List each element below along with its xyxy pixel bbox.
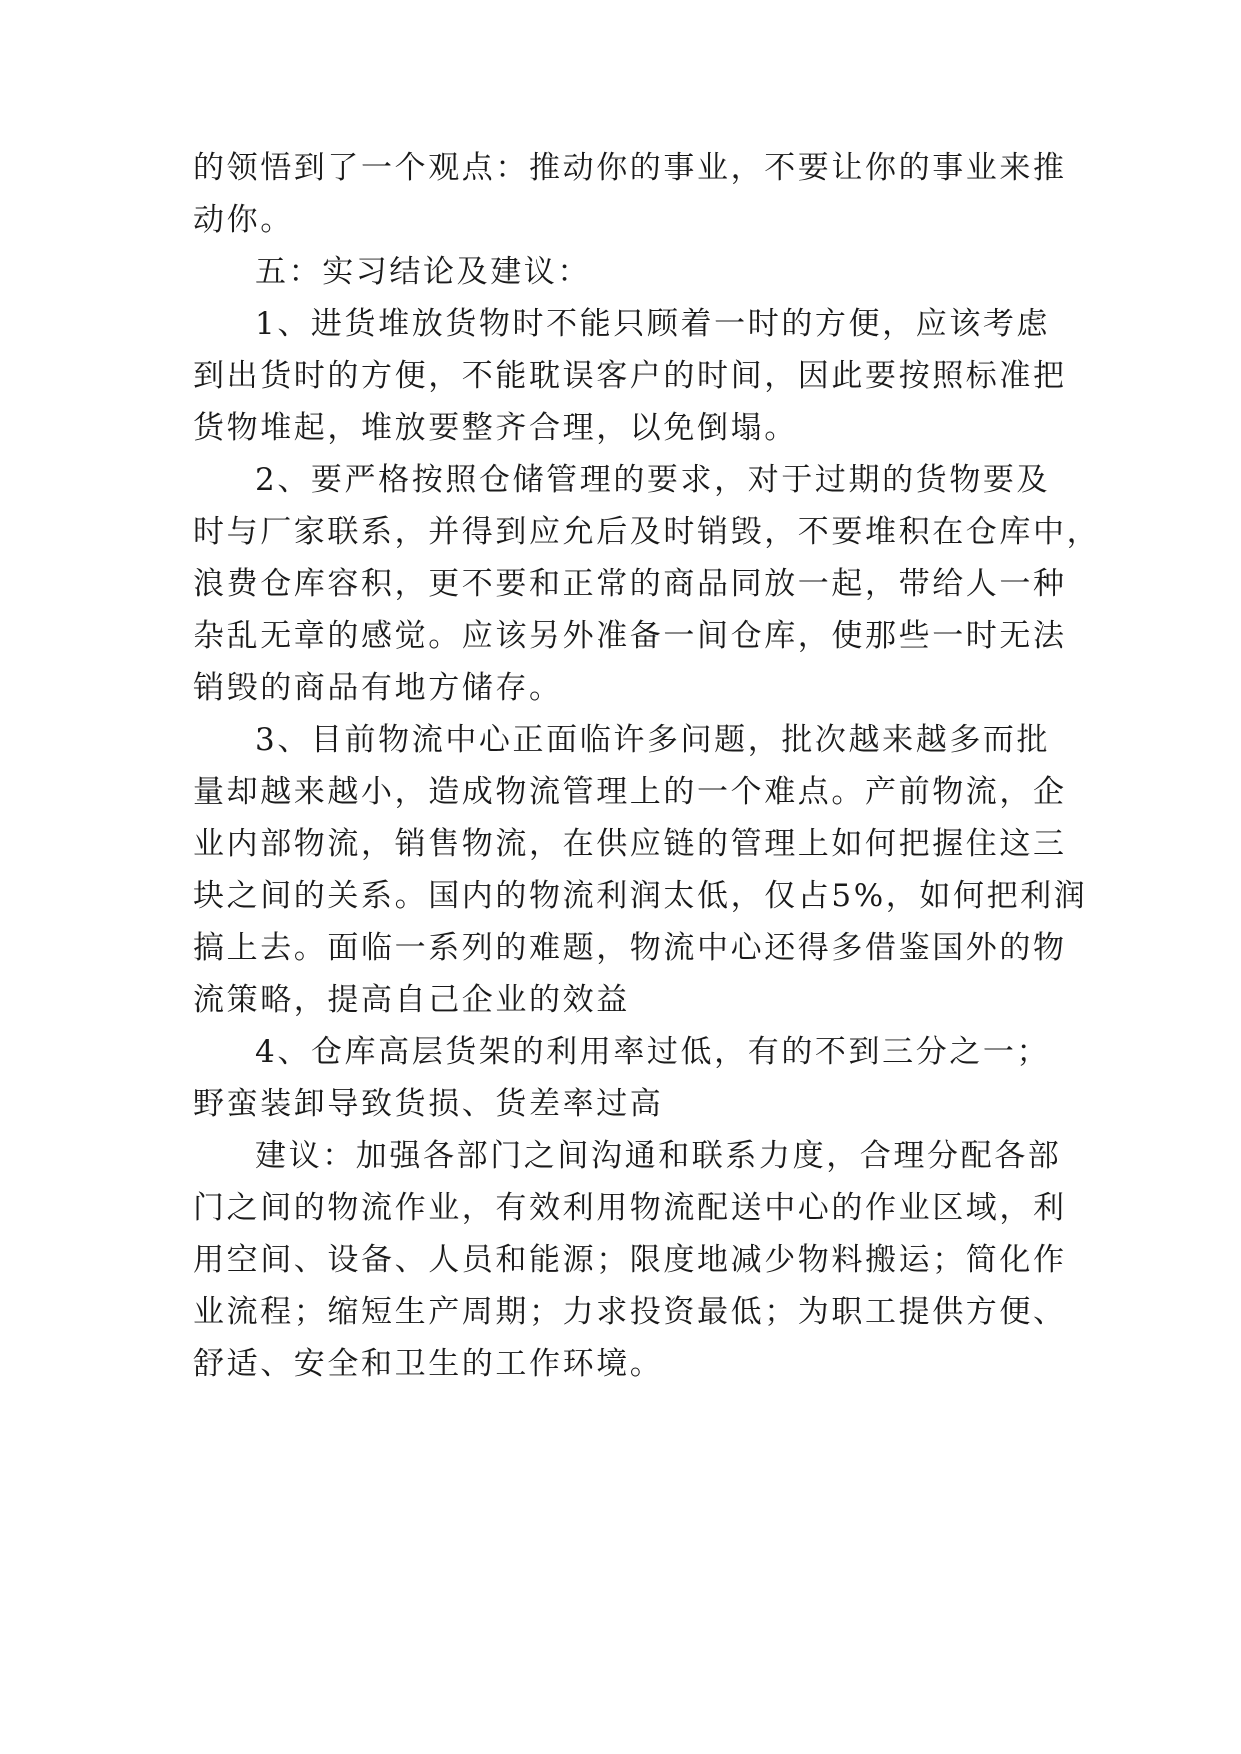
text-line: 量却越来越小，造成物流管理上的一个难点。产前物流，企	[193, 774, 1067, 810]
text-line: 的领悟到了一个观点：推动你的事业，不要让你的事业来推	[193, 150, 1067, 186]
text-line: 建议：加强各部门之间沟通和联系力度，合理分配各部	[255, 1138, 1062, 1174]
text-line: 浪费仓库容积，更不要和正常的商品同放一起，带给人一种	[193, 566, 1067, 602]
text-line: 货物堆起，堆放要整齐合理，以免倒塌。	[193, 410, 798, 446]
text-line: 流策略，提高自己企业的效益	[193, 982, 630, 1018]
text-line: 4、仓库高层货架的利用率过低，有的不到三分之一；	[255, 1034, 1051, 1070]
text-line: 用空间、设备、人员和能源；限度地减少物料搬运；简化作	[193, 1242, 1067, 1278]
text-line: 搞上去。面临一系列的难题，物流中心还得多借鉴国外的物	[193, 930, 1067, 966]
text-line: 杂乱无章的感觉。应该另外准备一间仓库，使那些一时无法	[193, 618, 1067, 654]
section-heading: 五：实习结论及建议：	[255, 254, 591, 290]
text-line: 野蛮装卸导致货损、货差率过高	[193, 1086, 664, 1122]
text-line: 业内部物流，销售物流，在供应链的管理上如何把握住这三	[193, 826, 1067, 862]
text-line: 时与厂家联系，并得到应允后及时销毁，不要堆积在仓库中，	[193, 514, 1101, 550]
text-line: 3、目前物流中心正面临许多问题，批次越来越多而批	[255, 722, 1051, 758]
text-line: 门之间的物流作业，有效利用物流配送中心的作业区域，利	[193, 1190, 1067, 1226]
text-line: 销毁的商品有地方储存。	[193, 670, 563, 706]
text-line: 到出货时的方便，不能耽误客户的时间，因此要按照标准把	[193, 358, 1067, 394]
text-line: 1、进货堆放货物时不能只顾着一时的方便，应该考虑	[255, 306, 1051, 342]
text-line: 动你。	[193, 202, 294, 238]
text-line: 舒适、安全和卫生的工作环境。	[193, 1346, 664, 1382]
text-line: 2、要严格按照仓储管理的要求，对于过期的货物要及	[255, 462, 1051, 498]
text-line: 块之间的关系。国内的物流利润太低，仅占5%，如何把利润	[193, 878, 1088, 914]
text-line: 业流程；缩短生产周期；力求投资最低；为职工提供方便、	[193, 1294, 1067, 1330]
